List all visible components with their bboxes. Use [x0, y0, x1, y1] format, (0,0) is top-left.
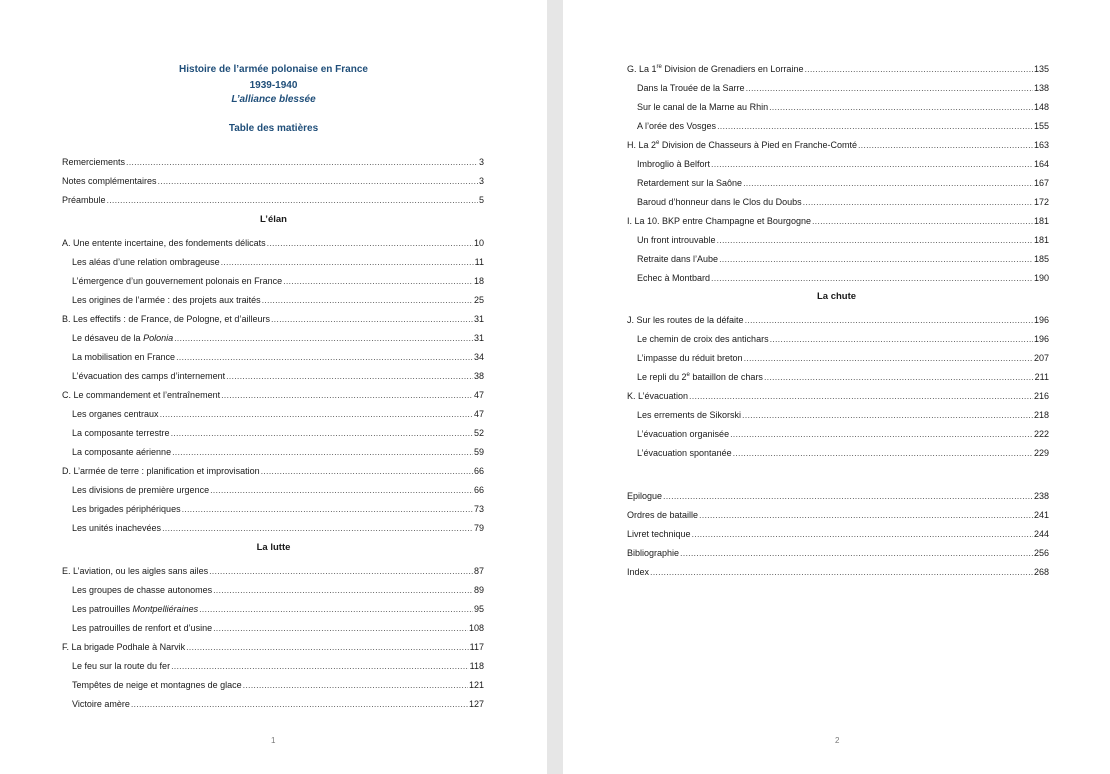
- toc-entry[interactable]: [72, 623, 484, 634]
- toc-entry[interactable]: [72, 661, 484, 672]
- toc-entry-label: A l’orée des Vosges: [637, 121, 717, 131]
- toc-entry[interactable]: [627, 315, 1049, 326]
- toc-entry-page: 52: [473, 428, 484, 438]
- toc-entry[interactable]: [637, 353, 1049, 364]
- toc-entry-page: 196: [1033, 334, 1049, 344]
- toc-entry-page: 207: [1033, 353, 1049, 363]
- toc-entry[interactable]: [62, 157, 484, 168]
- toc-entry-page: 196: [1033, 315, 1049, 325]
- toc-entry-page: 167: [1033, 178, 1049, 188]
- toc-entry-page: 47: [473, 409, 484, 419]
- toc-entry-label: G. La 1re Division de Grenadiers en Lorraine: [627, 64, 804, 74]
- toc-entry-label: Imbroglio à Belfort: [637, 159, 711, 169]
- toc-entry-page: 148: [1033, 102, 1049, 112]
- dot-leader: [171, 661, 469, 672]
- toc-entry-page: 164: [1033, 159, 1049, 169]
- toc-entry-label: D. L’armée de terre : planification et improvisation: [62, 466, 260, 476]
- toc-entry-page: 87: [473, 566, 484, 576]
- toc-entry-label: Notes complémentaires: [62, 176, 157, 186]
- toc-entry-page: 25: [473, 295, 484, 305]
- toc-entry-label: L’impasse du réduit breton: [637, 353, 743, 363]
- toc-entry-page: 108: [468, 623, 484, 633]
- toc-entry[interactable]: [72, 504, 484, 515]
- toc-entry-page: 229: [1033, 448, 1049, 458]
- toc-entry-page: 172: [1033, 197, 1049, 207]
- toc-entry-label: Livret technique: [627, 529, 691, 539]
- toc-entry-page: 216: [1033, 391, 1049, 401]
- toc-entry[interactable]: [637, 235, 1049, 246]
- toc-entry-page: 59: [473, 447, 484, 457]
- toc-entry-page: 138: [1033, 83, 1049, 93]
- dot-leader: [210, 485, 473, 496]
- dot-leader: [261, 466, 473, 477]
- page-number: 1: [271, 736, 276, 745]
- toc-entry-label: A. Une entente incertaine, des fondements délicats: [62, 238, 266, 248]
- part-heading: La lutte: [256, 542, 291, 553]
- toc-entry[interactable]: [627, 391, 1049, 402]
- toc-entry-page: 95: [473, 604, 484, 614]
- dot-leader: [174, 333, 473, 344]
- toc-entry-page: 66: [473, 466, 484, 476]
- dot-leader: [162, 523, 473, 534]
- toc-entry-label: Le désaveu de la Polonia: [72, 333, 174, 343]
- toc-entry-label: Le chemin de croix des antichars: [637, 334, 769, 344]
- dot-leader: [213, 623, 468, 634]
- toc-entry-page: 3: [478, 157, 484, 167]
- toc-entry[interactable]: [72, 333, 484, 344]
- dot-leader: [172, 447, 473, 458]
- document-subtitle: L’alliance blessée: [231, 94, 316, 105]
- dot-leader: [267, 238, 473, 249]
- part-heading: L’élan: [260, 214, 287, 225]
- dot-leader: [812, 216, 1033, 227]
- toc-entry-label: L’émergence d’un gouvernement polonais en France: [72, 276, 283, 286]
- toc-entry-page: 66: [473, 485, 484, 495]
- toc-entry[interactable]: [627, 510, 1049, 521]
- toc-entry-page: 268: [1033, 567, 1049, 577]
- toc-entry-page: 181: [1033, 216, 1049, 226]
- toc-entry-page: 244: [1033, 529, 1049, 539]
- toc-entry-label: Les groupes de chasse autonomes: [72, 585, 213, 595]
- toc-entry-label: Victoire amère: [72, 699, 130, 709]
- dot-leader: [182, 504, 473, 515]
- toc-entry-label: Les patrouilles de renfort et d’usine: [72, 623, 213, 633]
- toc-entry-label: Tempêtes de neige et montagnes de glace: [72, 680, 242, 690]
- toc-entry[interactable]: [72, 523, 484, 534]
- toc-entry-label: Les unités inachevées: [72, 523, 162, 533]
- toc-entry-page: 73: [473, 504, 484, 514]
- document-years: 1939-1940: [249, 80, 298, 91]
- dot-leader: [221, 390, 473, 401]
- dot-leader: [692, 529, 1033, 540]
- toc-entry-label: K. L’évacuation: [627, 391, 689, 401]
- toc-entry-label: Le feu sur la route du fer: [72, 661, 171, 671]
- dot-leader: [131, 699, 468, 710]
- toc-entry[interactable]: [637, 159, 1049, 170]
- toc-entry-label: Les brigades périphériques: [72, 504, 181, 514]
- toc-entry[interactable]: [637, 429, 1049, 440]
- toc-entry-page: 211: [1034, 372, 1049, 382]
- toc-entry-label: Un front introuvable: [637, 235, 716, 245]
- toc-entry-label: Remerciements: [62, 157, 126, 167]
- dot-leader: [803, 197, 1033, 208]
- dot-leader: [730, 429, 1033, 440]
- toc-entry-label: Les errements de Sikorski: [637, 410, 742, 420]
- toc-entry-page: 5: [478, 195, 484, 205]
- dot-leader: [209, 566, 473, 577]
- toc-entry-page: 135: [1033, 64, 1049, 74]
- dot-leader: [262, 295, 473, 306]
- toc-entry[interactable]: [637, 178, 1049, 189]
- toc-entry-label: H. La 2e Division de Chasseurs à Pied en Franche-Comté: [627, 140, 857, 150]
- toc-entry-page: 163: [1033, 140, 1049, 150]
- dot-leader: [804, 64, 1033, 75]
- toc-entry-page: 190: [1033, 273, 1049, 283]
- toc-entry-label: Les patrouilles Montpelliéraines: [72, 604, 199, 614]
- toc-entry-page: 121: [468, 680, 484, 690]
- dot-leader: [743, 178, 1033, 189]
- toc-entry[interactable]: [62, 238, 484, 249]
- toc-entry-label: Index: [627, 567, 650, 577]
- toc-entry[interactable]: [637, 254, 1049, 265]
- toc-entry[interactable]: [627, 491, 1049, 502]
- page-number: 2: [835, 736, 840, 745]
- toc-entry-label: L’évacuation spontanée: [637, 448, 732, 458]
- toc-entry[interactable]: [72, 295, 484, 306]
- toc-entry[interactable]: [637, 197, 1049, 208]
- toc-entry-page: 38: [473, 371, 484, 381]
- toc-entry[interactable]: [72, 447, 484, 458]
- toc-entry-page: 238: [1033, 491, 1049, 501]
- toc-entry[interactable]: [62, 466, 484, 477]
- page-gutter: [547, 0, 563, 774]
- toc-entry-label: Retardement sur la Saône: [637, 178, 743, 188]
- dot-leader: [186, 642, 469, 653]
- dot-leader: [176, 352, 473, 363]
- toc-entry[interactable]: [72, 485, 484, 496]
- dot-leader: [744, 353, 1033, 364]
- toc-entry[interactable]: [72, 276, 484, 287]
- toc-entry-page: 222: [1033, 429, 1049, 439]
- toc-entry-label: Bibliographie: [627, 548, 680, 558]
- toc-entry-label: Les aléas d’une relation ombrageuse: [72, 257, 220, 267]
- toc-entry-page: 155: [1033, 121, 1049, 131]
- toc-entry-page: 79: [473, 523, 484, 533]
- toc-entry[interactable]: [72, 604, 484, 615]
- dot-leader: [745, 315, 1033, 326]
- document-page-1: [0, 0, 547, 774]
- toc-entry-page: 127: [468, 699, 484, 709]
- toc-entry-page: 181: [1033, 235, 1049, 245]
- toc-entry-label: B. Les effectifs : de France, de Pologne, et d’ailleurs: [62, 314, 270, 324]
- toc-entry-page: 31: [473, 314, 484, 324]
- dot-leader: [764, 372, 1034, 383]
- toc-entry-label: Echec à Montbard: [637, 273, 711, 283]
- dot-leader: [689, 391, 1033, 402]
- toc-entry-label: Dans la Trouée de la Sarre: [637, 83, 745, 93]
- toc-entry[interactable]: [627, 216, 1049, 227]
- dot-leader: [769, 102, 1033, 113]
- dot-leader: [199, 604, 473, 615]
- toc-entry[interactable]: [627, 529, 1049, 540]
- toc-entry-page: 18: [473, 276, 484, 286]
- toc-entry[interactable]: [62, 566, 484, 577]
- toc-entry[interactable]: [62, 195, 484, 206]
- toc-entry-label: Epilogue: [627, 491, 663, 501]
- toc-entry[interactable]: [62, 176, 484, 187]
- toc-entry[interactable]: [627, 548, 1049, 559]
- toc-entry[interactable]: [637, 273, 1049, 284]
- toc-entry[interactable]: [62, 314, 484, 325]
- toc-entry-label: F. La brigade Podhale à Narvik: [62, 642, 186, 652]
- toc-entry-label: L’évacuation des camps d’internement: [72, 371, 226, 381]
- toc-entry-page: 118: [469, 661, 484, 671]
- toc-entry-label: I. La 10. BKP entre Champagne et Bourgogne: [627, 216, 811, 226]
- toc-entry-label: Les divisions de première urgence: [72, 485, 210, 495]
- document-title: Histoire de l’armée polonaise en France: [179, 64, 368, 75]
- toc-entry-label: E. L’aviation, ou les aigles sans ailes: [62, 566, 209, 576]
- toc-entry[interactable]: [637, 372, 1049, 383]
- dot-leader: [711, 159, 1033, 170]
- dot-leader: [160, 409, 473, 420]
- dot-leader: [663, 491, 1033, 502]
- toc-entry[interactable]: [637, 121, 1049, 132]
- toc-entry[interactable]: [637, 448, 1049, 459]
- toc-entry-page: 3: [478, 176, 484, 186]
- toc-entry-label: La mobilisation en France: [72, 352, 176, 362]
- toc-entry[interactable]: [627, 567, 1049, 578]
- toc-entry-label: C. Le commandement et l’entraînement: [62, 390, 221, 400]
- toc-entry-page: 31: [473, 333, 484, 343]
- toc-entry-page: 47: [473, 390, 484, 400]
- toc-entry-page: 256: [1033, 548, 1049, 558]
- toc-entry-label: Baroud d’honneur dans le Clos du Doubs: [637, 197, 802, 207]
- dot-leader: [650, 567, 1033, 578]
- dot-leader: [717, 235, 1033, 246]
- toc-entry-label: Préambule: [62, 195, 106, 205]
- dot-leader: [717, 121, 1033, 132]
- toc-entry[interactable]: [637, 83, 1049, 94]
- dot-leader: [770, 334, 1033, 345]
- dot-leader: [171, 428, 473, 439]
- toc-entry[interactable]: [62, 642, 484, 653]
- toc-entry-page: 34: [473, 352, 484, 362]
- dot-leader: [158, 176, 478, 187]
- toc-entry[interactable]: [637, 102, 1049, 113]
- dot-leader: [742, 410, 1033, 421]
- toc-entry[interactable]: [62, 390, 484, 401]
- toc-entry[interactable]: [637, 410, 1049, 421]
- toc-entry[interactable]: [72, 699, 484, 710]
- toc-entry-page: 241: [1033, 510, 1049, 520]
- toc-entry[interactable]: [72, 352, 484, 363]
- toc-entry[interactable]: [72, 680, 484, 691]
- dot-leader: [858, 140, 1033, 151]
- dot-leader: [746, 83, 1033, 94]
- document-page-2: [563, 0, 1110, 774]
- toc-entry[interactable]: [72, 428, 484, 439]
- toc-entry-page: 185: [1033, 254, 1049, 264]
- toc-entry[interactable]: [627, 140, 1049, 151]
- toc-heading: Table des matières: [228, 123, 319, 134]
- dot-leader: [221, 257, 474, 268]
- toc-entry[interactable]: [72, 409, 484, 420]
- dot-leader: [107, 195, 478, 206]
- toc-entry-page: 117: [469, 642, 484, 652]
- toc-entry-label: Ordres de bataille: [627, 510, 699, 520]
- toc-entry[interactable]: [637, 334, 1049, 345]
- dot-leader: [243, 680, 468, 691]
- toc-entry-label: Retraite dans l’Aube: [637, 254, 719, 264]
- toc-entry-label: La composante aérienne: [72, 447, 172, 457]
- toc-entry[interactable]: [72, 585, 484, 596]
- dot-leader: [271, 314, 473, 325]
- dot-leader: [699, 510, 1033, 521]
- dot-leader: [733, 448, 1033, 459]
- toc-entry-page: 10: [473, 238, 484, 248]
- dot-leader: [126, 157, 478, 168]
- dot-leader: [226, 371, 473, 382]
- toc-entry-label: L’évacuation organisée: [637, 429, 730, 439]
- dot-leader: [213, 585, 473, 596]
- toc-entry-label: Le repli du 2e bataillon de chars: [637, 372, 763, 382]
- toc-entry-page: 11: [474, 257, 484, 267]
- part-heading: La chute: [816, 291, 857, 302]
- dot-leader: [283, 276, 473, 287]
- toc-entry[interactable]: [72, 371, 484, 382]
- toc-entry-page: 218: [1033, 410, 1049, 420]
- toc-entry-label: Les organes centraux: [72, 409, 159, 419]
- toc-entry-label: J. Sur les routes de la défaite: [627, 315, 744, 325]
- toc-entry[interactable]: [72, 257, 484, 268]
- toc-entry-page: 89: [473, 585, 484, 595]
- toc-entry-label: Les origines de l’armée : des projets aux traités: [72, 295, 261, 305]
- dot-leader: [719, 254, 1033, 265]
- toc-entry[interactable]: [627, 64, 1049, 75]
- toc-entry-label: Sur le canal de la Marne au Rhin: [637, 102, 769, 112]
- toc-entry-label: La composante terrestre: [72, 428, 170, 438]
- dot-leader: [711, 273, 1033, 284]
- dot-leader: [680, 548, 1033, 559]
